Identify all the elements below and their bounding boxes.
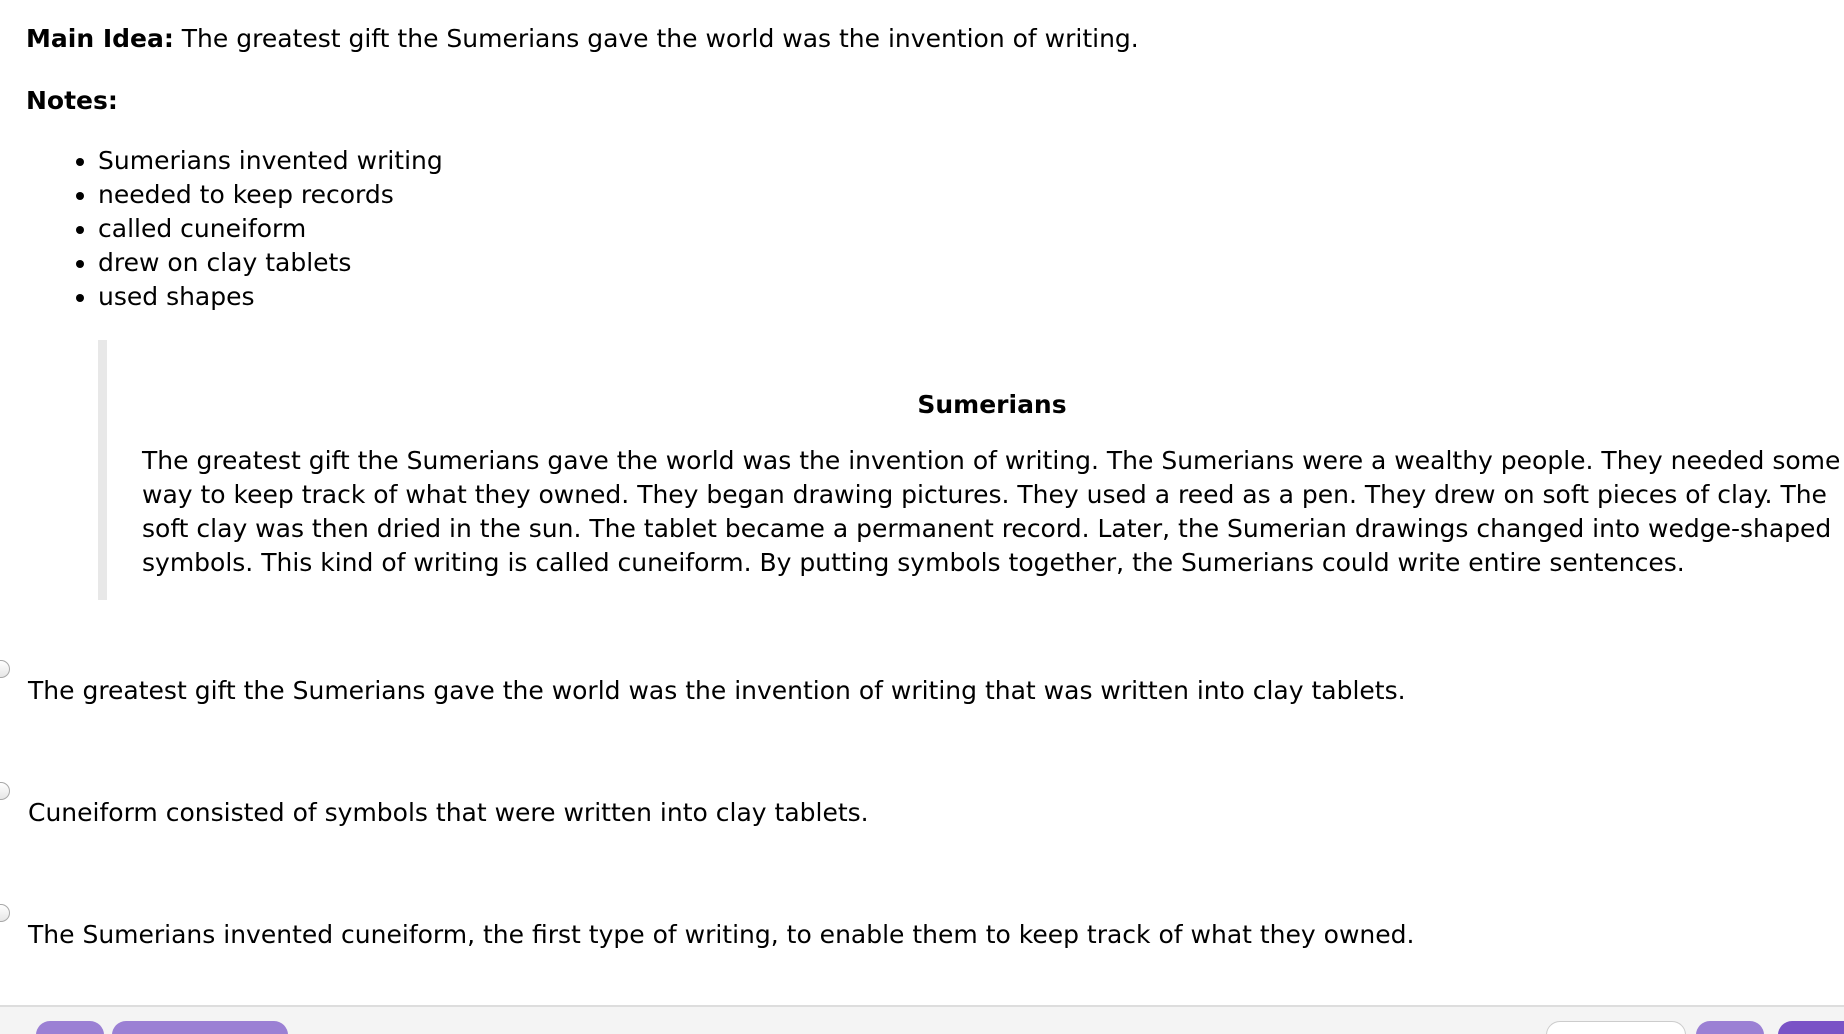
answer-choice-text[interactable]: The greatest gift the Sumerians gave the world was the invention of writing that was written into clay tablets.	[28, 676, 1406, 705]
notes-heading: Notes:	[26, 86, 118, 115]
notes-list	[52, 144, 443, 314]
answer-choice-text[interactable]: The Sumerians invented cuneiform, the first type of writing, to enable them to keep track of what they owned.	[28, 920, 1415, 949]
passage-body: The greatest gift the Sumerians gave the world was the invention of writing. The Sumerians were a wealthy people. They needed some way to keep track of what they owned. They began drawing pictures. They used a reed as a pen. They drew on soft pieces of clay. The soft clay was then dried in the sun. The tablet became a permanent record. Later, the Sumerian drawings changed into wedge-shaped symbols. This kind of writing is called cuneiform. By putting symbols together, the Sumerians could write entire sentences.	[142, 446, 1841, 577]
answer-choice-3[interactable]	[0, 904, 1844, 964]
notes-item: • drew on clay tablets	[98, 246, 443, 280]
footer-button-left-2[interactable]	[112, 1021, 288, 1034]
radio-button[interactable]	[0, 782, 10, 800]
answer-choice-2[interactable]	[0, 782, 1844, 842]
footer-button-right-2[interactable]	[1696, 1021, 1764, 1034]
radio-button[interactable]	[0, 904, 10, 922]
footer-button-right-1[interactable]	[1546, 1021, 1686, 1034]
main-idea	[26, 22, 1139, 56]
notes-item: • needed to keep records	[98, 178, 443, 212]
notes-item: • Sumerians invented writing	[98, 144, 443, 178]
footer-button-right-3[interactable]	[1778, 1021, 1844, 1034]
notes-item: • used shapes	[98, 280, 443, 314]
radio-button[interactable]	[0, 660, 10, 678]
footer-toolbar	[0, 1005, 1844, 1034]
notes-item: • called cuneiform	[98, 212, 443, 246]
answer-choice-1[interactable]	[0, 660, 1844, 720]
passage-title: Sumerians	[917, 390, 1067, 419]
main-idea-label: Main Idea:	[26, 24, 174, 53]
passage-blockquote	[98, 340, 1844, 600]
answer-choice-text[interactable]: Cuneiform consisted of symbols that were written into clay tablets.	[28, 798, 869, 827]
main-idea-text: The greatest gift the Sumerians gave the world was the invention of writing.	[173, 24, 1139, 53]
footer-button-left-1[interactable]	[36, 1021, 104, 1034]
